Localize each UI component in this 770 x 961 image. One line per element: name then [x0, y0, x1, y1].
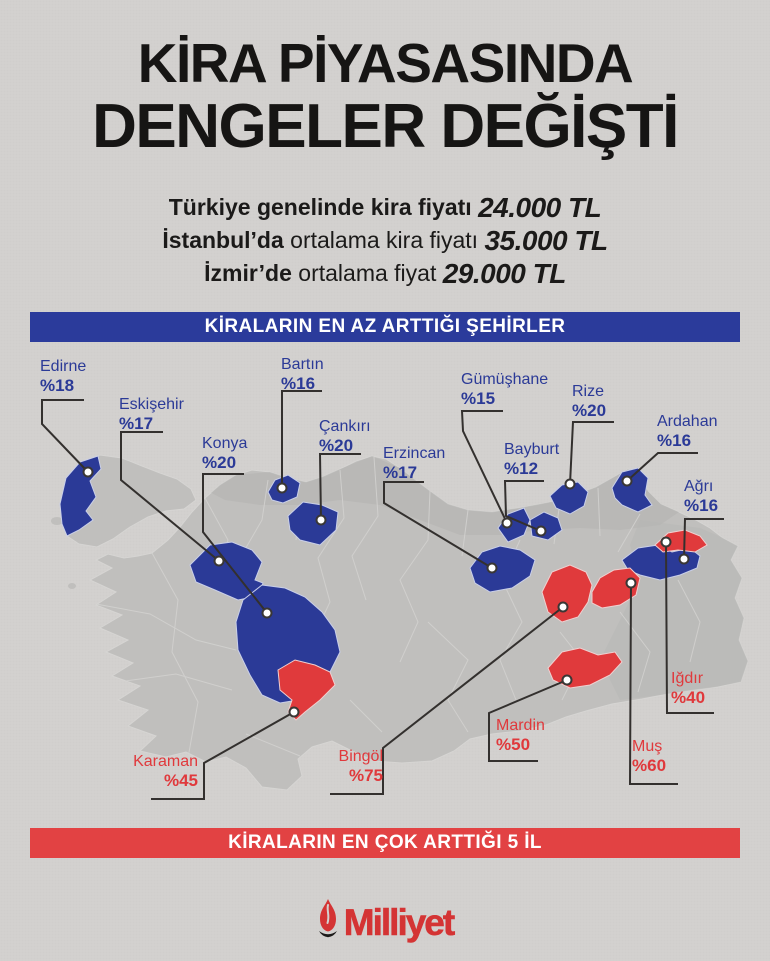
summary-value: 24.000 TL	[478, 192, 602, 223]
dot-bartin	[278, 484, 287, 493]
dot-cankiri	[317, 516, 326, 525]
milliyet-logo	[0, 898, 770, 943]
dot-agri	[680, 555, 689, 564]
city-name: Bartın	[281, 356, 324, 373]
city-label-agri	[684, 477, 718, 515]
summary-label: ortalama kira fiyatı	[290, 227, 479, 253]
dot-mus	[627, 579, 636, 588]
dot-gumushane	[503, 519, 512, 528]
city-label-edirne	[40, 357, 86, 395]
city-label-bartin	[281, 355, 324, 393]
city-pct: %20	[202, 453, 237, 472]
city-name: Muş	[632, 738, 663, 755]
city-label-erzincan	[383, 444, 445, 482]
city-label-karaman	[112, 752, 198, 790]
city-label-cankiri	[319, 417, 371, 455]
title-line2: DENGELER DEĞİŞTİ	[92, 92, 678, 161]
line-gumushane	[462, 411, 507, 523]
city-pct: %40	[671, 688, 706, 707]
city-label-bayburt	[504, 440, 559, 478]
city-pct: %17	[119, 414, 154, 433]
city-name: Karaman	[133, 753, 198, 770]
city-pct: %75	[348, 766, 383, 785]
summary-city: İzmir’de	[204, 260, 292, 286]
logo-text: Milliyet	[343, 902, 454, 943]
dot-rize	[566, 480, 575, 489]
city-label-mus	[632, 737, 666, 775]
city-name: Ardahan	[657, 413, 718, 430]
city-label-mardin	[496, 716, 545, 754]
city-name: Konya	[202, 435, 248, 452]
dot-konya	[263, 609, 272, 618]
summary-line-izmir	[0, 257, 770, 290]
city-label-bingol	[329, 747, 383, 785]
city-label-konya	[202, 434, 247, 472]
city-label-eskisehir	[119, 395, 184, 433]
city-pct: %20	[572, 401, 607, 420]
city-pct: %16	[684, 496, 719, 515]
summary-city: İstanbul’da	[162, 227, 284, 253]
summary-line-turkiye	[0, 191, 770, 224]
city-name: Eskişehir	[119, 396, 184, 413]
city-label-rize	[572, 382, 606, 420]
city-pct: %50	[496, 735, 531, 754]
summary-value: 29.000 TL	[442, 258, 566, 289]
title-line1: KİRA PİYASASINDA	[137, 32, 633, 94]
dot-karaman	[290, 708, 299, 717]
dot-edirne	[84, 468, 93, 477]
dot-mardin	[563, 676, 572, 685]
city-name: Erzincan	[383, 445, 446, 462]
page-title	[0, 32, 770, 160]
city-pct: %20	[319, 436, 354, 455]
line-rize	[570, 422, 614, 484]
city-label-ardahan	[657, 412, 718, 450]
dot-igdir	[662, 538, 671, 547]
city-label-igdir	[671, 669, 705, 707]
dot-eskisehir	[215, 557, 224, 566]
city-pct: %60	[632, 756, 667, 775]
city-name: Rize	[572, 383, 605, 400]
city-pct: %17	[383, 463, 418, 482]
city-pct: %15	[461, 389, 496, 408]
city-name: Iğdır	[671, 670, 704, 687]
city-pct: %18	[40, 376, 75, 395]
summary-label: ortalama fiyat	[298, 260, 437, 286]
summary-line-istanbul	[0, 224, 770, 257]
city-name: Mardin	[496, 717, 545, 734]
city-name: Gümüşhane	[461, 371, 549, 388]
city-label-gumushane	[461, 370, 548, 408]
summary-value: 35.000 TL	[484, 225, 608, 256]
dot-bingol	[559, 603, 568, 612]
summary-label: Türkiye genelinde kira fiyatı	[168, 194, 472, 220]
city-name: Bayburt	[504, 441, 560, 458]
city-pct: %12	[504, 459, 539, 478]
city-name: Bingöl	[338, 748, 383, 765]
dot-bayburt	[537, 527, 546, 536]
flame-icon	[317, 898, 339, 943]
summary-block	[0, 191, 770, 290]
city-name: Ağrı	[684, 478, 714, 495]
city-name: Çankırı	[319, 418, 371, 435]
island	[68, 583, 76, 589]
city-name: Edirne	[40, 358, 87, 375]
city-pct: %16	[657, 431, 692, 450]
city-pct: %16	[281, 374, 316, 393]
banner-least-increase: KİRALARIN EN AZ ARTTIĞI ŞEHİRLER	[30, 312, 740, 342]
banner-most-increase: KİRALARIN EN ÇOK ARTTIĞI 5 İL	[30, 828, 740, 858]
city-pct: %45	[163, 771, 198, 790]
dot-erzincan	[488, 564, 497, 573]
dot-ardahan	[623, 477, 632, 486]
line-bartin	[282, 391, 322, 488]
